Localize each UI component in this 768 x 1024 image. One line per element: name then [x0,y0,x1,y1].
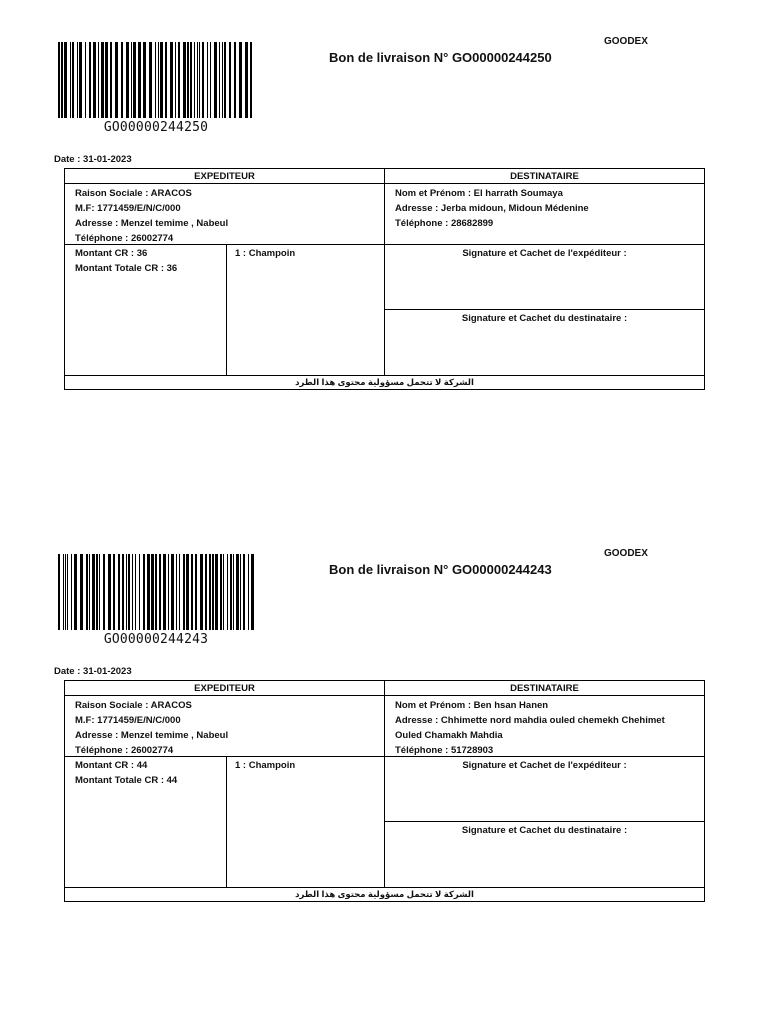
barcode-bar [215,554,218,630]
expediteur-adresse: Adresse : Menzel temime , Nabeul [75,730,229,741]
barcode-bar [243,554,245,630]
barcode-bar [96,554,98,630]
barcode-bar [67,554,68,630]
expediteur-adresse: Adresse : Menzel temime , Nabeul [75,218,229,229]
barcode-bar [251,554,254,630]
destinataire-header: DESTINATAIRE [385,681,704,696]
expediteur-header: EXPEDITEUR [65,681,385,696]
destinataire-info [385,696,704,757]
item-cell [227,245,385,375]
barcode-bar [220,554,222,630]
barcode-bar [223,554,224,630]
delivery-slip-2 [0,542,768,942]
barcode-bars [58,42,254,118]
barcode-bar [199,42,200,118]
barcode-bar [132,554,133,630]
barcode-bar [92,554,95,630]
barcode-bar [110,42,112,118]
montant-cr: Montant CR : 36 [75,248,148,259]
barcode-bar [236,554,239,630]
barcode-bar [175,42,176,118]
barcode-bar [126,42,129,118]
barcode-bar [165,42,167,118]
barcode-bars [58,554,254,630]
barcode-bar [214,42,217,118]
barcode-bar [85,42,86,118]
barcode-bar [176,554,177,630]
barcode-bar [158,42,159,118]
barcode-bar [103,554,105,630]
barcode-bar [239,42,242,118]
barcode-bar [99,554,100,630]
barcode-bar [212,554,214,630]
expediteur-mf: M.F: 1771459/E/N/C/000 [75,203,181,214]
barcode-bar [160,42,163,118]
barcode-bar [133,42,136,118]
barcode-bar [108,554,111,630]
barcode-bar [79,42,82,118]
barcode-bar [230,554,232,630]
barcode-bar [58,42,60,118]
barcode-bar [139,554,140,630]
slip-table [64,168,705,390]
barcode-bar [58,554,60,630]
barcode-image [58,42,254,118]
barcode-bar [159,554,161,630]
barcode-bar [170,42,173,118]
barcode-bar [61,42,63,118]
barcode-bar [191,554,193,630]
barcode-bar [186,554,189,630]
barcode-bar [183,554,185,630]
barcode-bar [155,554,157,630]
expediteur-mf: M.F: 1771459/E/N/C/000 [75,715,181,726]
disclaimer-footer: الشركة لا تتحمل مسؤولية محتوى هذا الطرد [65,887,704,901]
destinataire-telephone: Téléphone : 28682899 [395,218,494,229]
barcode-bar [143,42,146,118]
barcode-bar [195,554,197,630]
barcode-bar [89,42,91,118]
barcode-bar [138,42,141,118]
montant-cr: Montant CR : 44 [75,760,148,771]
barcode-bar [149,42,152,118]
barcode-bar [89,554,90,630]
slip-date: Date : 31-01-2023 [54,666,132,677]
barcode-bar [135,554,136,630]
barcode-bar [219,42,220,118]
signature-expediteur: Signature et Cachet de l'expéditeur : [385,757,704,822]
delivery-slip-1 [0,30,768,430]
destinataire-telephone: Téléphone : 51728903 [395,745,494,756]
barcode-bar [126,554,127,630]
barcode-bar [187,42,189,118]
barcode-bar [121,42,123,118]
barcode-bar [183,42,186,118]
barcode-bar [240,554,241,630]
barcode-bar [168,554,169,630]
slip-title: Bon de livraison N° GO00000244243 [329,562,552,577]
barcode-bar [229,42,231,118]
montant-totale-cr: Montant Totale CR : 36 [75,263,178,274]
barcode-bar [179,554,180,630]
barcode-bar [64,42,67,118]
barcode-bar [163,554,166,630]
montant-totale-cr: Montant Totale CR : 44 [75,775,178,786]
barcode-bar [86,554,88,630]
barcode-bar [74,554,77,630]
barcode-bar [250,42,252,118]
item-description: 1 : Champoin [235,248,296,259]
barcode-bar [245,42,248,118]
barcode-bar [224,42,226,118]
barcode-bar [190,42,192,118]
signature-destinataire: Signature et Cachet du destinataire : [461,313,628,324]
barcode-bar [65,554,66,630]
signature-expediteur: Signature et Cachet de l'expéditeur : [385,245,704,310]
barcode-bar [200,554,203,630]
barcode-bar [209,554,211,630]
barcode-bar [147,554,150,630]
barcode-bar [98,42,99,118]
barcode-bar [115,42,118,118]
barcode-bar [113,554,115,630]
barcode-bar [128,554,130,630]
expediteur-info [65,696,385,757]
item-cell [227,757,385,887]
disclaimer-footer: الشركة لا تتحمل مسؤولية محتوى هذا الطرد [65,375,704,389]
barcode-bar [155,42,156,118]
barcode-bar [202,42,204,118]
barcode-bar [71,554,72,630]
barcode-bar [63,554,64,630]
destinataire-info [385,184,704,245]
slip-table [64,680,705,902]
barcode-bar [248,554,249,630]
barcode-bar [197,42,198,118]
expediteur-info [65,184,385,245]
barcode-bar [194,42,195,118]
barcode-bar [143,554,145,630]
signature-destinataire: Signature et Cachet du destinataire : [461,825,628,836]
brand-name: GOODEX [604,548,648,559]
barcode-bar [105,42,108,118]
barcode-bar [77,42,78,118]
barcode-bar [171,554,174,630]
barcode-bar [101,42,104,118]
barcode-bar [151,554,154,630]
barcode-bar [72,42,74,118]
slip-date: Date : 31-01-2023 [54,154,132,165]
barcode-bar [80,554,83,630]
barcode-bar [227,554,228,630]
barcode-bar [205,554,207,630]
expediteur-raison-sociale: Raison Sociale : ARACOS [75,188,192,199]
destinataire-nom: Nom et Prénom : El harrath Soumaya [395,188,563,199]
barcode-bar [222,42,223,118]
expediteur-telephone: Téléphone : 26002774 [75,233,174,244]
barcode-bar [93,42,96,118]
barcode-bar [131,42,132,118]
destinataire-adresse: Adresse : Jerba midoun, Midoun Médenine [395,203,589,214]
expediteur-telephone: Téléphone : 26002774 [75,745,174,756]
barcode-bar [122,554,124,630]
brand-name: GOODEX [604,36,648,47]
destinataire-adresse: Adresse : Chhimette nord mahdia ouled chemekh Chehimet Ouled Chamakh Mahdia [395,715,665,741]
barcode-bar [233,554,234,630]
slip-title: Bon de livraison N° GO00000244250 [329,50,552,65]
barcode-bar [178,42,180,118]
barcode-image [58,554,254,630]
barcode-bar [210,42,211,118]
barcode-number: GO00000244250 [103,120,209,135]
barcode-bar [70,42,71,118]
barcode-bar [207,42,208,118]
barcode-bar [234,42,236,118]
destinataire-nom: Nom et Prénom : Ben hsan Hanen [395,700,549,711]
barcode-bar [118,554,120,630]
expediteur-raison-sociale: Raison Sociale : ARACOS [75,700,192,711]
barcode-number: GO00000244243 [103,632,209,647]
destinataire-header: DESTINATAIRE [385,169,704,184]
item-description: 1 : Champoin [235,760,296,771]
expediteur-header: EXPEDITEUR [65,169,385,184]
montant-cell [65,245,227,375]
montant-cell [65,757,227,887]
